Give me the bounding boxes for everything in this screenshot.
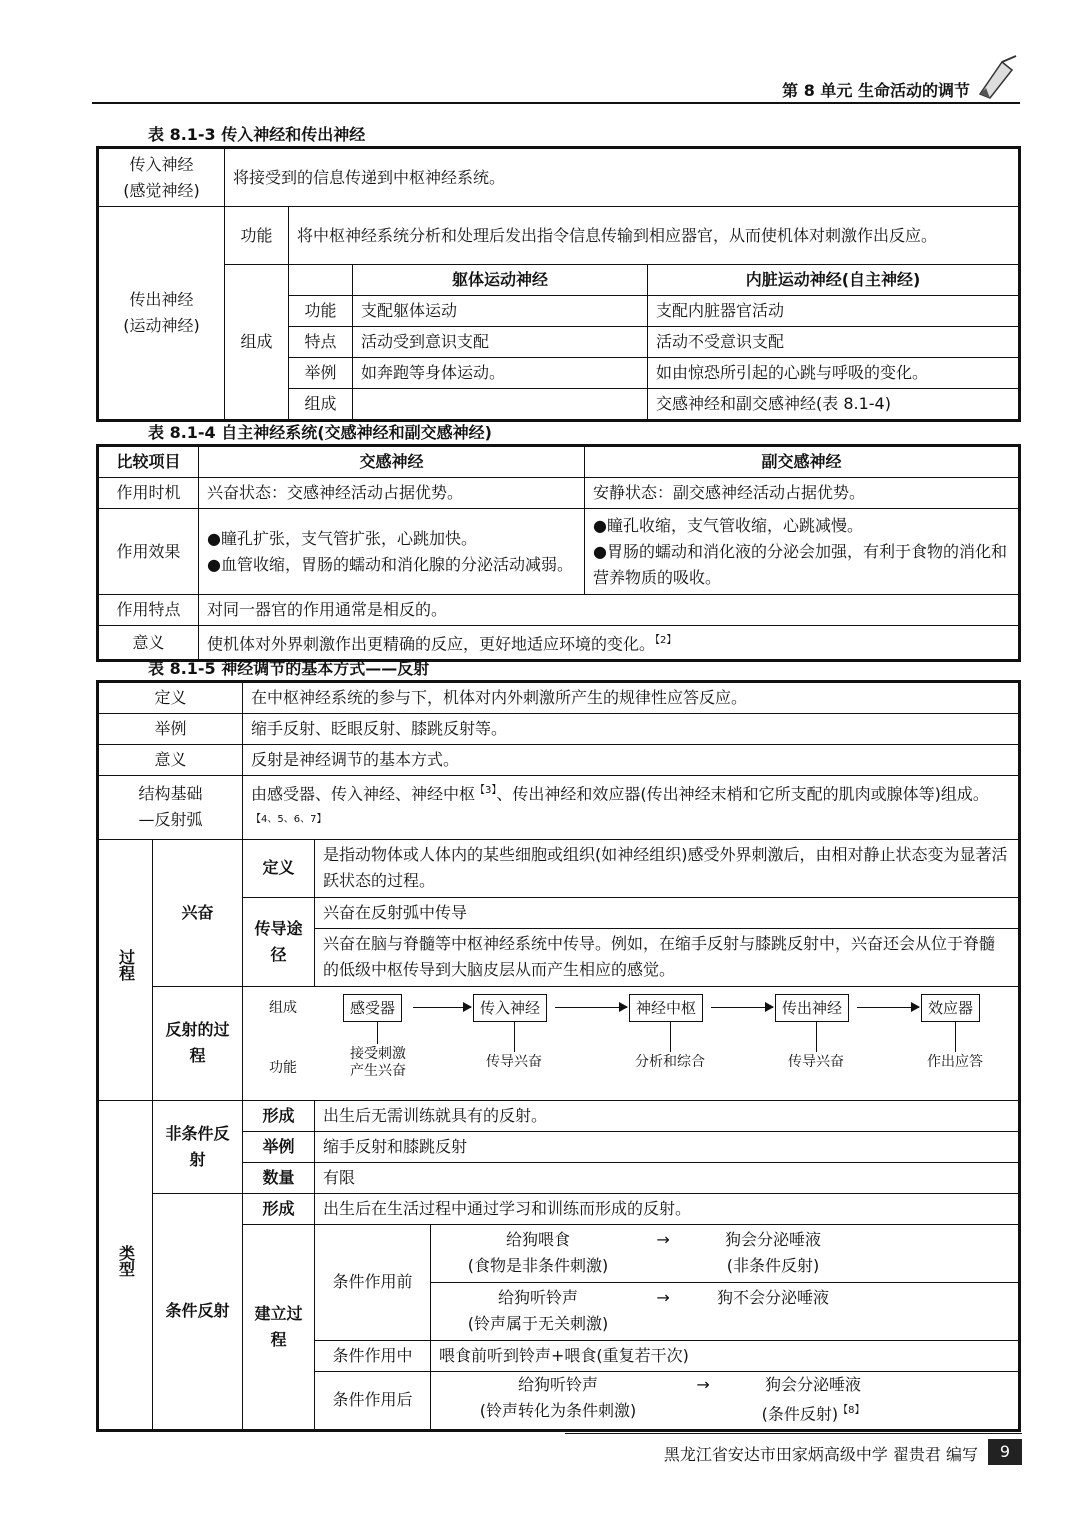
cond-label: 条件反射 <box>153 1193 243 1430</box>
flow-func-efferent: 传导兴奋 <box>788 1054 845 1071</box>
table3-caption: 表 8.1-5 神经调节的基本方式——反射 <box>148 659 430 678</box>
visceral-cell: 活动不受意识支配 <box>648 327 1019 358</box>
def-text: 在中枢神经系统的参与下，机体对内外刺激所产生的规律性应答反应。 <box>243 683 1019 714</box>
flow-func-effector: 作出应答 <box>927 1054 984 1071</box>
flow-arrow <box>555 1007 627 1008</box>
efferent-comp-label: 组成 <box>225 265 289 420</box>
unit-title: 第 8 单元 生命活动的调节 <box>782 81 970 100</box>
effect-label: 作用效果 <box>99 509 199 595</box>
table1-caption: 表 8.1-3 传入神经和传出神经 <box>148 125 366 144</box>
excite-label: 兴奋 <box>153 839 243 986</box>
uncond-row-label: 数量 <box>243 1162 315 1193</box>
feature-text: 对同一器官的作用通常是相反的。 <box>199 595 1019 626</box>
flow-box-center: 神经中枢 <box>629 994 703 1022</box>
col-somatic: 躯体运动神经 <box>353 265 648 296</box>
feature-label: 作用特点 <box>99 595 199 626</box>
row-label: 特点 <box>289 327 353 358</box>
conduct-label: 传导途径 <box>243 897 315 986</box>
cond-form-text: 出生后在生活过程中通过学习和训练而形成的反射。 <box>315 1193 1019 1224</box>
time-parasympathetic: 安静状态：副交感神经活动占据优势。 <box>585 478 1019 509</box>
efferent-func-desc: 将中枢神经系统分析和处理后发出指令信息传输到相应器官，从而使机体对刺激作出反应。 <box>289 207 1019 265</box>
ex-label: 举例 <box>99 714 243 745</box>
efferent-label: 传出神经 (运动神经) <box>99 207 225 420</box>
before-cell-2: 给狗听铃声 → 狗不会分泌唾液 (铃声属于无关刺激) <box>431 1282 1019 1340</box>
process-label: 过程 <box>99 839 153 1100</box>
uncond-label: 非条件反射 <box>153 1100 243 1193</box>
flow-box-efferent: 传出神经 <box>775 994 849 1022</box>
type-label: 类型 <box>99 1100 153 1430</box>
after-label: 条件作用后 <box>315 1371 431 1429</box>
flow-arrow <box>857 1007 919 1008</box>
uncond-row-text: 出生后无需训练就具有的反射。 <box>315 1100 1019 1131</box>
somatic-cell: 如奔跑等身体运动。 <box>353 358 648 389</box>
efferent-func-label: 功能 <box>225 207 289 265</box>
conduct-text-2: 兴奋在脑与脊髓等中枢神经系统中传导。例如，在缩手反射与膝跳反射中，兴奋还会从位于脊髓的低级中枢传导到大脑皮层从而产生相应的感觉。 <box>315 928 1019 986</box>
conduct-text-1: 兴奋在反射弧中传导 <box>315 897 1019 928</box>
def-label: 定义 <box>99 683 243 714</box>
visceral-cell: 支配内脏器官活动 <box>648 296 1019 327</box>
afferent-desc: 将接受到的信息传递到中枢神经系统。 <box>225 149 1019 207</box>
uncond-row-label: 形成 <box>243 1100 315 1131</box>
flow-func-afferent: 传导兴奋 <box>486 1054 543 1071</box>
page-footer <box>565 1433 1022 1464</box>
row-label: 举例 <box>289 358 353 389</box>
cond-form-label: 形成 <box>243 1193 315 1224</box>
flow-arrow <box>711 1007 773 1008</box>
reflex-flow-cell <box>243 986 1019 1100</box>
footer-school: 黑龙江省安达市田家炳高级中学 翟贵君 编写 <box>663 1445 978 1464</box>
afferent-label: 传入神经 (感觉神经) <box>99 149 225 207</box>
fountain-pen-icon <box>972 54 1020 102</box>
row-label: 功能 <box>289 296 353 327</box>
table-autonomic <box>98 446 1019 660</box>
after-cell: 给狗听铃声 → 狗会分泌唾液 (铃声转化为条件刺激) (条件反射)$^{【8】}$ <box>431 1371 1019 1429</box>
reflex-process-label: 反射的过程 <box>153 986 243 1100</box>
col-parasympathetic: 副交感神经 <box>585 447 1019 478</box>
excite-def-label: 定义 <box>243 839 315 897</box>
uncond-row-label: 举例 <box>243 1131 315 1162</box>
meaning-text: 使机体对外界刺激作出更精确的反应，更好地适应环境的变化。$^{【2】}$ <box>199 626 1019 660</box>
before-label: 条件作用前 <box>315 1224 431 1340</box>
effect-parasympathetic: ● 瞳孔收缩，支气管收缩，心跳减慢。 ● 胃肠的蠕动和消化液的分泌会加强，有利于食物的消化和营养物质的吸收。 <box>585 509 1019 595</box>
mean-text: 反射是神经调节的基本方式。 <box>243 745 1019 776</box>
reflex-flow-diagram <box>243 988 1018 1098</box>
uncond-row-text: 有限 <box>315 1162 1019 1193</box>
time-label: 作用时机 <box>99 478 199 509</box>
flow-func-label: 功能 <box>269 1060 298 1077</box>
time-sympathetic: 兴奋状态：交感神经活动占据优势。 <box>199 478 585 509</box>
flow-func-receptor: 接受刺激 产生兴奋 <box>350 1046 407 1080</box>
col-compare: 比较项目 <box>99 447 199 478</box>
table-reflex <box>98 682 1019 1430</box>
table2-caption: 表 8.1-4 自主神经系统(交感神经和副交感神经) <box>148 423 492 442</box>
somatic-cell: 活动受到意识支配 <box>353 327 648 358</box>
meaning-label: 意义 <box>99 626 199 660</box>
flow-box-afferent: 传入神经 <box>473 994 547 1022</box>
flow-box-effector: 效应器 <box>921 994 980 1022</box>
establish-label: 建立过程 <box>243 1224 315 1430</box>
visceral-cell: 如由惊恐所引起的心跳与呼吸的变化。 <box>648 358 1019 389</box>
before-cell-1: 给狗喂食 → 狗会分泌唾液 (食物是非条件刺激) (非条件反射) <box>431 1224 1019 1282</box>
flow-comp-label: 组成 <box>269 1000 298 1017</box>
page-header <box>92 74 1020 104</box>
basis-label: 结构基础 —反射弧 <box>99 776 243 840</box>
visceral-cell: 交感神经和副交感神经(表 8.1-4) <box>648 389 1019 420</box>
somatic-cell <box>353 389 648 420</box>
ex-text: 缩手反射、眨眼反射、膝跳反射等。 <box>243 714 1019 745</box>
effect-sympathetic: ● 瞳孔扩张，支气管扩张，心跳加快。 ● 血管收缩，胃肠的蠕动和消化腺的分泌活动减弱。 <box>199 509 585 595</box>
excite-def-text: 是指动物体或人体内的某些细胞或组织(如神经组织)感受外界刺激后，由相对静止状态变为显著活跃状态的过程。 <box>315 839 1019 897</box>
flow-func-center: 分析和综合 <box>635 1054 706 1071</box>
col-visceral: 内脏运动神经(自主神经) <box>648 265 1019 296</box>
flow-arrow <box>413 1007 471 1008</box>
mean-label: 意义 <box>99 745 243 776</box>
table-afferent-efferent <box>98 148 1019 420</box>
basis-text: 由感受器、传入神经、神经中枢$^{【3】}$、传出神经和效应器(传出神经末梢和它所支配的肌肉或腺体等)组成。$^{【4、5、6、7】}$ <box>243 776 1019 840</box>
during-text: 喂食前听到铃声+喂食(重复若干次) <box>431 1340 1019 1371</box>
flow-box-receptor: 感受器 <box>343 994 402 1022</box>
row-label: 组成 <box>289 389 353 420</box>
somatic-cell: 支配躯体运动 <box>353 296 648 327</box>
col-sympathetic: 交感神经 <box>199 447 585 478</box>
uncond-row-text: 缩手反射和膝跳反射 <box>315 1131 1019 1162</box>
during-label: 条件作用中 <box>315 1340 431 1371</box>
page-number: 9 <box>988 1439 1022 1465</box>
